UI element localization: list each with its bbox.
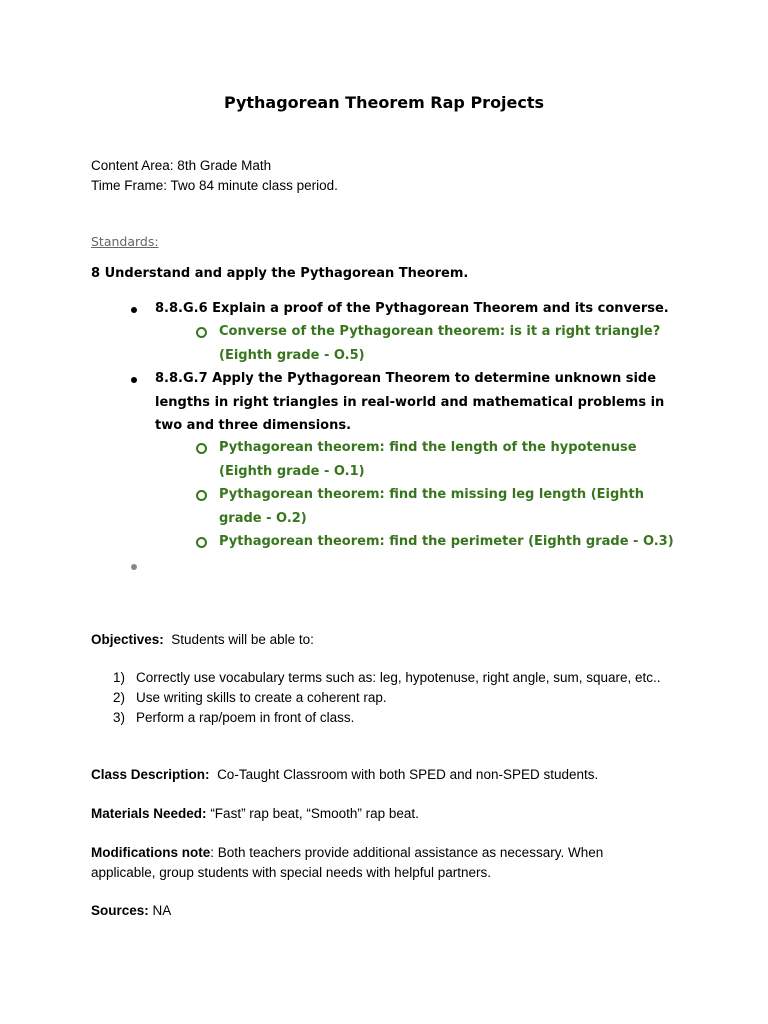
objectives-label: Objectives: — [91, 632, 164, 647]
circle-bullet-icon — [196, 537, 207, 548]
bullet-icon — [131, 307, 137, 313]
modifications-text-cont: applicable, group students with special needs with helpful partners. — [91, 865, 491, 880]
sources-label: Sources: — [91, 903, 149, 918]
bullet-icon — [131, 377, 137, 383]
circle-bullet-icon — [196, 443, 207, 454]
modifications-label: Modifications note — [91, 845, 211, 860]
circle-bullet-icon — [196, 490, 207, 501]
list-number: 2) — [113, 690, 126, 705]
time-frame: Time Frame: Two 84 minute class period. — [91, 178, 338, 193]
class-description-label: Class Description: — [91, 767, 210, 782]
standard-subitem: Pythagorean theorem: find the perimeter (Eighth grade - O.3) — [219, 534, 674, 549]
materials-text: “Fast” rap beat, “Smooth” rap beat. — [210, 806, 419, 821]
class-description — [91, 767, 598, 782]
standard-subitem: Pythagorean theorem: find the missing leg length (Eighth grade - O.2) — [219, 487, 645, 526]
standard-subitem: Pythagorean theorem: find the length of the hypotenuse (Eighth grade - O.1) — [219, 440, 637, 479]
modifications-note — [91, 845, 603, 860]
objective-item: Perform a rap/poem in front of class. — [136, 710, 355, 725]
objectives-intro: Students will be able to: — [171, 632, 314, 647]
modifications-text: : Both teachers provide additional assistance as necessary. When — [210, 845, 604, 860]
standards-heading: 8 Understand and apply the Pythagorean Theorem. — [91, 266, 469, 281]
materials-label: Materials Needed: — [91, 806, 207, 821]
content-area: Content Area: 8th Grade Math — [91, 158, 272, 173]
circle-bullet-icon — [196, 327, 207, 338]
standards-label: Standards: — [91, 234, 159, 249]
standard-item: 8.8.G.6 Explain a proof of the Pythagorean Theorem and its converse. — [155, 301, 669, 316]
page-title: Pythagorean Theorem Rap Projects — [223, 93, 545, 112]
list-number: 1) — [113, 670, 126, 685]
materials-needed — [91, 806, 419, 821]
objective-item: Correctly use vocabulary terms such as: leg, hypotenuse, right angle, sum, square, etc.. — [136, 670, 661, 685]
sources — [91, 903, 171, 918]
bullet-icon — [131, 564, 137, 570]
sources-text: NA — [152, 903, 172, 918]
class-description-text: Co-Taught Classroom with both SPED and non-SPED students. — [217, 767, 599, 782]
standard-subitem: Converse of the Pythagorean theorem: is it a right triangle? (Eighth grade - O.5) — [219, 324, 661, 363]
standard-item: 8.8.G.7 Apply the Pythagorean Theorem to determine unknown side lengths in right triangles in real-world and mathematical problems in two and three dimensions. — [155, 371, 665, 433]
objective-item: Use writing skills to create a coherent rap. — [136, 690, 387, 705]
list-number: 3) — [113, 710, 126, 725]
objectives-line — [91, 632, 314, 647]
